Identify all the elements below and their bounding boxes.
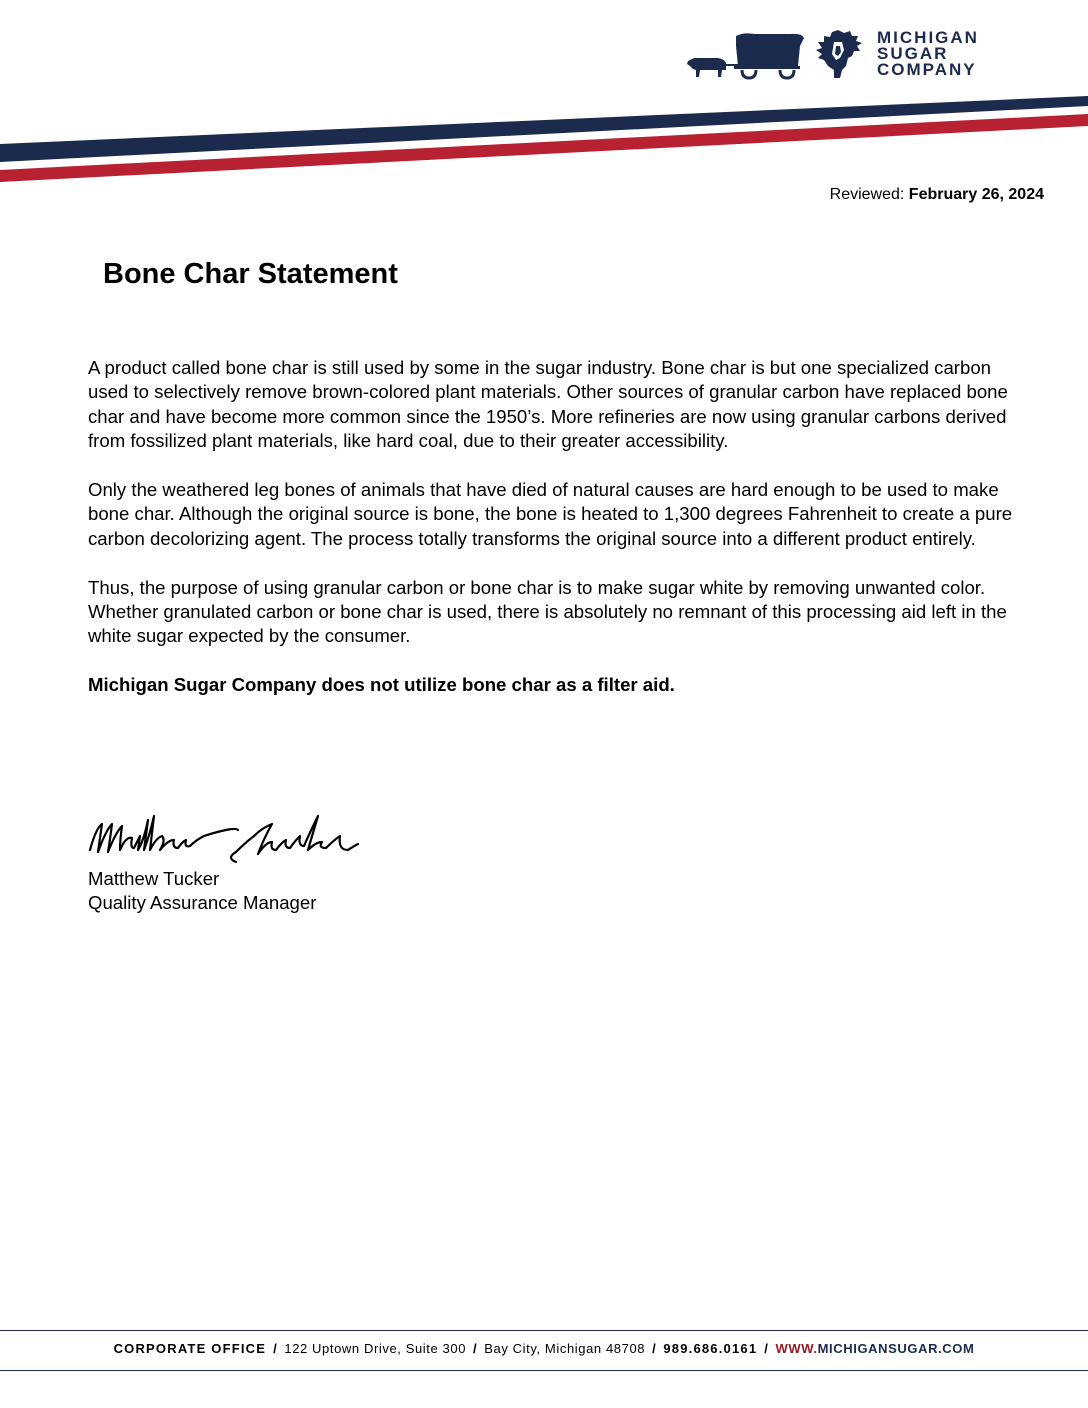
footer-web-prefix: WWW. [775,1341,818,1356]
company-wordmark [877,30,979,78]
footer [0,1341,1088,1356]
wordmark-line-2: SUGAR [877,44,949,63]
page-title: Bone Char Statement [103,258,398,290]
footer-separator: / [764,1341,769,1356]
footer-address: 122 Uptown Drive, Suite 300 [284,1341,467,1356]
footer-web-domain: MICHIGANSUGAR.COM [817,1341,975,1356]
paragraph-3: Thus, the purpose of using granular carbon or bone char is to make sugar white by removing unwanted color. Whether granulated carbon or bone char is used, there is absolutely no remnant of this processing aid left in the white sugar expected by the consumer. [88,576,1007,647]
headdress-profile-icon [812,28,872,84]
footer-phone: 989.686.0161 [663,1341,758,1356]
footer-rule-bottom [0,1370,1088,1371]
paragraph-1: A product called bone char is still used by some in the sugar industry. Bone char is but one specialized carbon used to selectively remove brown-colored plant materials. Other sources of granular carbon have replaced bone char and have become more common since the 1950’s. More refineries are now using granular carbons derived from fossilized plant materials, like hard coal, due to their greater accessibility. [88,357,1008,452]
footer-separator: / [473,1341,478,1356]
footer-rule-top [0,1330,1088,1331]
wordmark-line-1: MICHIGAN [877,28,979,47]
footer-city: Bay City, Michigan 48708 [484,1341,646,1356]
document-body [88,356,1018,722]
paragraph-2: Only the weathered leg bones of animals that have died of natural causes are hard enough to be used to make bone char. Although the original source is bone, the bone is heated to 1,300 degrees Fahrenheit to create a pure carbon decolorizing agent. The process totally transforms the original source into a different product entirely. [88,479,1013,549]
closing-statement: Michigan Sugar Company does not utilize bone char as a filter aid. [88,674,675,696]
reviewed-label: Reviewed: [829,186,905,203]
company-logo [684,28,1024,84]
signer-name: Matthew Tucker [88,868,220,889]
footer-separator: / [652,1341,657,1356]
header-stripes [0,90,1088,190]
signer-role: Quality Assurance Manager [88,892,317,914]
reviewed-date [830,186,1044,204]
wordmark-line-3: COMPANY [877,60,977,79]
footer-website-link[interactable] [776,1341,975,1356]
reviewed-date-value: February 26, 2024 [908,186,1044,203]
footer-separator: / [273,1341,278,1356]
footer-office-label: CORPORATE OFFICE [113,1341,267,1356]
signer-block [88,867,316,916]
